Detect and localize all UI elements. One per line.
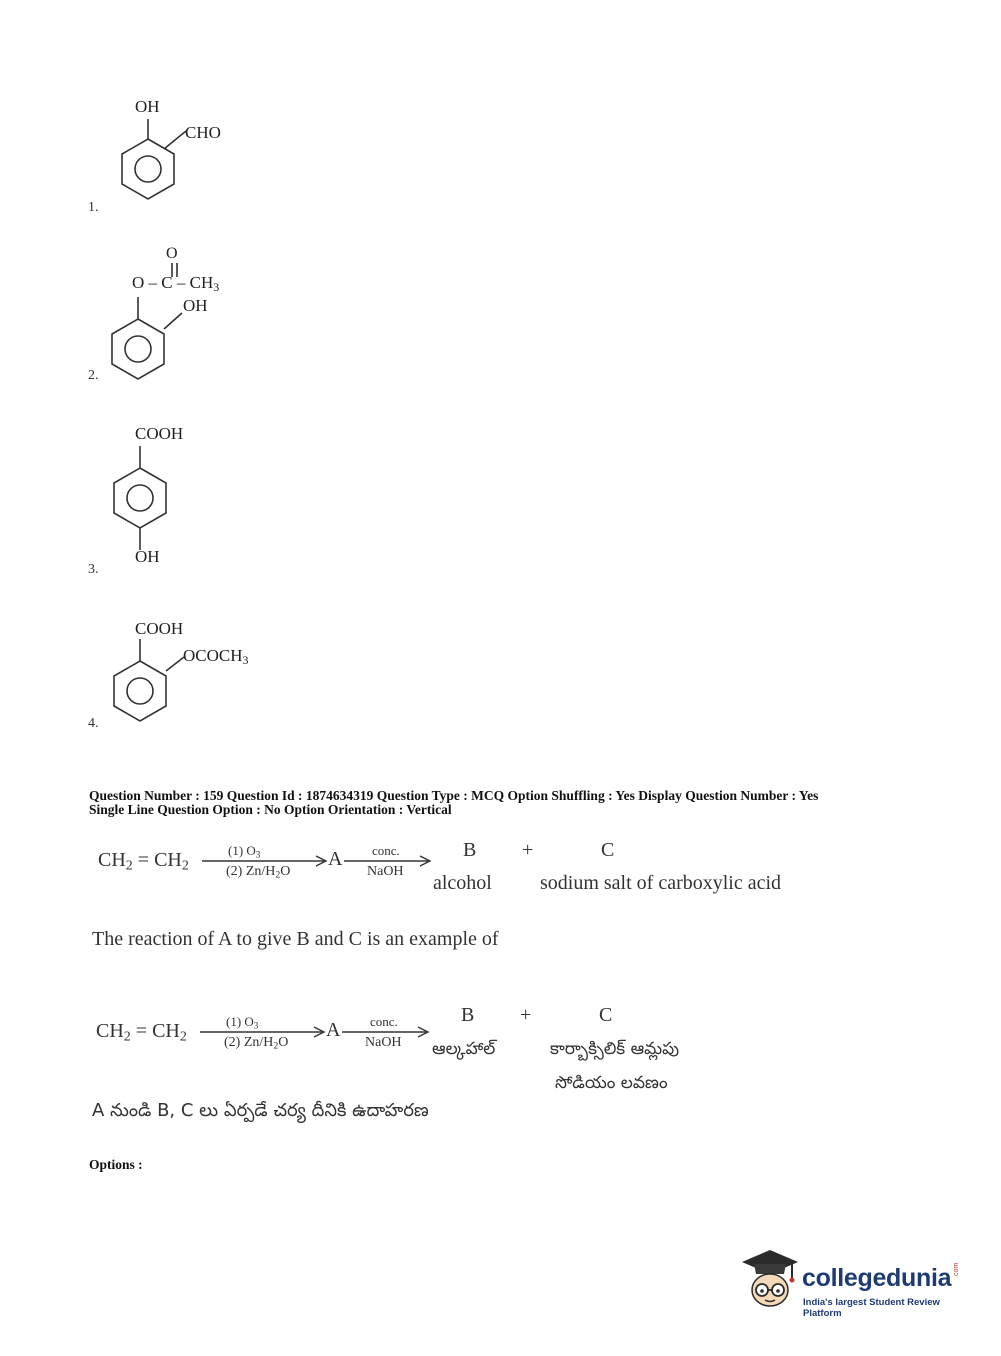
- product-b: B: [461, 1004, 475, 1026]
- step1-reagent-bottom: (2) $Zn/H_2O$: [226, 864, 291, 881]
- oh-label: OH: [135, 97, 160, 116]
- option-number: 3.: [88, 562, 99, 577]
- logo-name: collegedunia: [802, 1264, 952, 1292]
- step2-reagent-bottom: NaOH: [365, 1035, 402, 1050]
- plus-sign: +: [522, 839, 534, 861]
- reaction-telugu: [90, 1002, 810, 1097]
- reactant-ethene: $CH_2 = CH_2$: [96, 1020, 187, 1045]
- collegedunia-logo: [740, 1248, 980, 1318]
- step2-reagent-top: conc.: [370, 1014, 398, 1029]
- option-2: [80, 245, 320, 390]
- intermediate-a: A: [326, 1019, 341, 1041]
- oh-label: OH: [183, 296, 208, 315]
- cooh-label: COOH: [135, 619, 184, 638]
- step2-reagent-top: conc.: [372, 843, 400, 858]
- product-c: C: [599, 1004, 613, 1026]
- reaction-english: [90, 835, 810, 905]
- question-text-telugu: A నుండి B, C లు ఏర్పడే చర్య దీనికి ఉదాహరణ: [92, 1100, 429, 1121]
- product-c-description: sodium salt of carboxylic acid: [540, 872, 782, 894]
- ococh3-label: $OCOCH_3$: [183, 646, 249, 667]
- option-number: 4.: [88, 716, 99, 731]
- step1-reagent-top: (1) $O_3$: [228, 843, 261, 860]
- option-number: 1.: [88, 200, 99, 215]
- question-meta-line-2: Single Line Question Option : No Option Orientation : Vertical: [89, 802, 452, 817]
- option-4: [80, 615, 320, 740]
- benzene-ring-2: [100, 285, 220, 395]
- reactant-ethene: $CH_2 = CH_2$: [98, 849, 189, 874]
- ester-chain-label: O – C – $CH_3$: [132, 273, 220, 294]
- option-number: 2.: [88, 368, 99, 383]
- carbonyl-o-label: O: [166, 245, 178, 262]
- product-b: B: [463, 839, 477, 861]
- option-1: [80, 95, 300, 220]
- step2-reagent-bottom: NaOH: [367, 864, 404, 879]
- question-text-english: The reaction of A to give B and C is an example of: [92, 928, 499, 950]
- question-meta-line-1: Question Number : 159 Question Id : 1874634319 Question Type : MCQ Option Shuffling : Yes Display Question Number : Yes: [89, 788, 819, 803]
- logo-tagline: India's largest Student Review Platform: [803, 1297, 940, 1319]
- step1-reagent-top: (1) $O_3$: [226, 1014, 259, 1031]
- cho-label: CHO: [185, 123, 221, 142]
- plus-sign: +: [520, 1004, 532, 1026]
- options-label: Options :: [89, 1157, 143, 1172]
- intermediate-a: A: [328, 848, 343, 870]
- oh-label: OH: [135, 547, 160, 566]
- step1-reagent-bottom: (2) $Zn/H_2O$: [224, 1035, 289, 1052]
- product-b-description: alcohol: [433, 872, 492, 894]
- cooh-label: COOH: [135, 424, 184, 443]
- logo-suffix: .com: [953, 1262, 960, 1278]
- benzene-ring-1: [100, 105, 220, 215]
- mascot-icon: [740, 1248, 800, 1314]
- benzene-ring-3: [100, 440, 220, 570]
- product-c-description-telugu-line1: కార్బాక్సిలిక్ ఆమ్లపు: [550, 1039, 680, 1059]
- product-c: C: [601, 839, 615, 861]
- product-b-description-telugu: ఆల్కహాల్: [432, 1039, 496, 1059]
- option-3: [80, 420, 300, 585]
- product-c-description-telugu-line2: సోడియం లవణం: [555, 1073, 668, 1093]
- benzene-ring-4: [100, 633, 220, 743]
